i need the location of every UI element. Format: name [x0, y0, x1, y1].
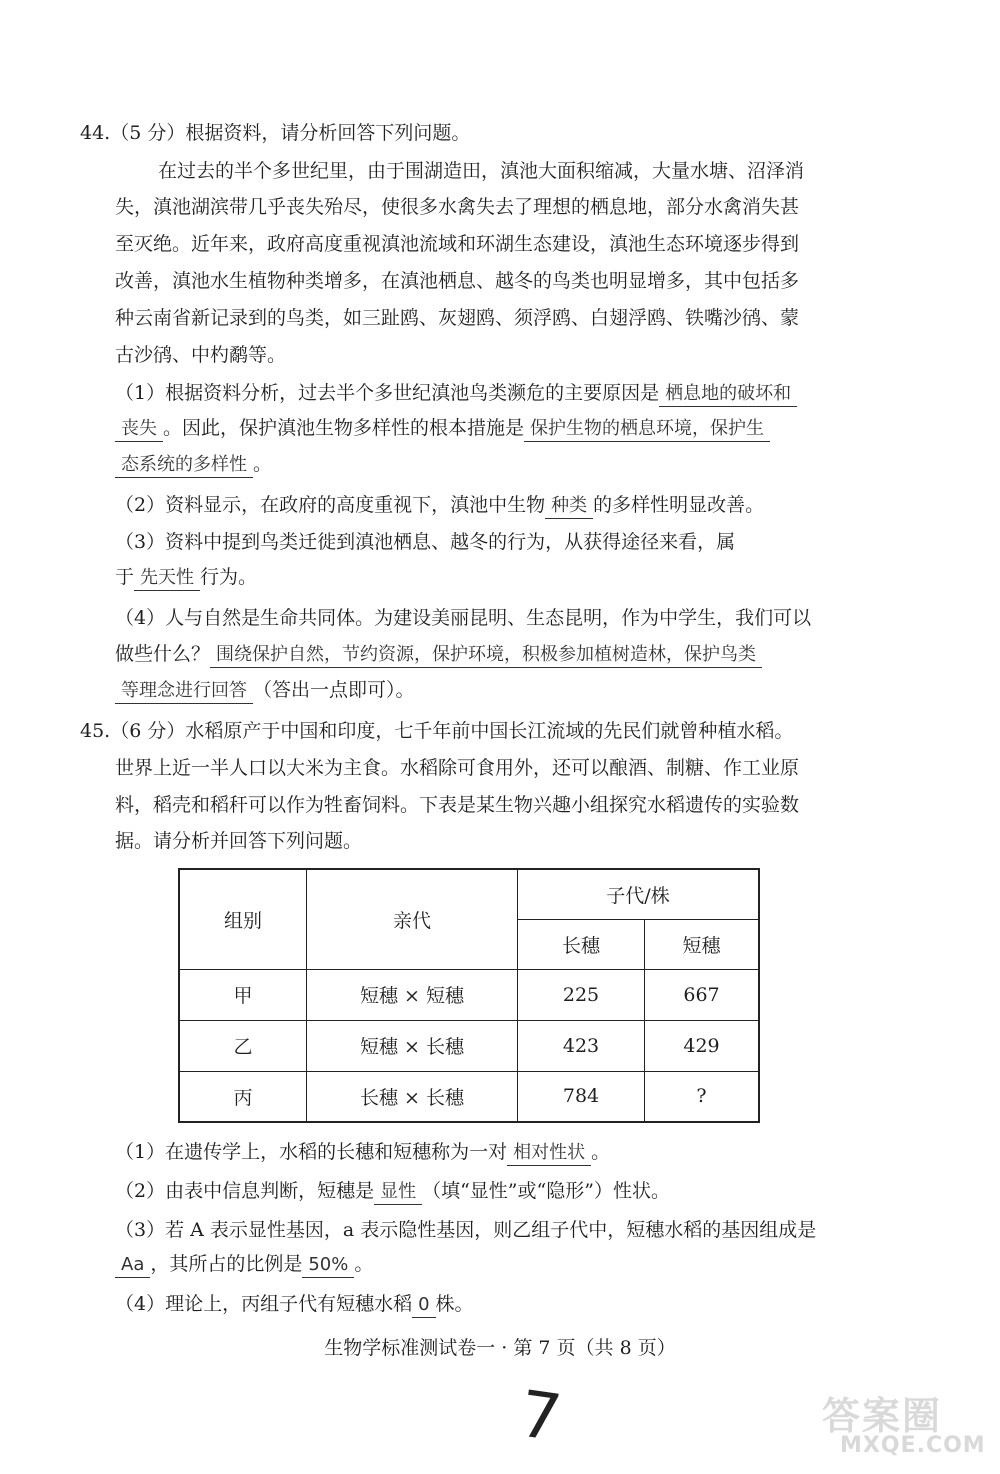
- q44-sub1-answer-part1: 栖息地的破坏和: [659, 382, 797, 407]
- table-cell-short: 429: [645, 1020, 760, 1071]
- table-header-long-ear: 长穗: [518, 919, 645, 969]
- table-row: [179, 1071, 759, 1122]
- q44-passage-2: 失，滇池湖滨带几乎丧失殆尽，使很多水禽失去了理想的栖息地，部分水禽消失甚: [115, 196, 800, 218]
- q45-sub3-text-b: 。: [354, 1253, 374, 1275]
- q45-intro-3: 据。请分析并回答下列问题。: [115, 830, 363, 852]
- q45-sub1-answer: 相对性状: [507, 1141, 591, 1166]
- table-cell-group: 丙: [179, 1071, 307, 1122]
- table-cell-group: 乙: [179, 1020, 307, 1071]
- table-cell-long: 225: [518, 969, 645, 1020]
- q44-passage-1: 在过去的半个多世纪里，由于围湖造田，滇池大面积缩减，大量水塘、沼泽消: [158, 160, 805, 182]
- q45-intro-2: 料，稻壳和稻秆可以作为牲畜饲料。下表是某生物兴趣小组探究水稻遗传的实验数: [115, 794, 800, 816]
- q45-sub2-text-a: （2）由表中信息判断，短穗是: [115, 1180, 375, 1202]
- q44-sub1-text-b: 。因此，保护滇池生物多样性的根本措施是: [163, 417, 525, 439]
- q44-sub4-text-b: （答出一点即可）。: [253, 679, 415, 701]
- q45-sub3-answer-genotype: Aa: [115, 1253, 150, 1278]
- q44-sub2-answer: 种类: [545, 494, 593, 519]
- q45-sub3-answer-ratio: 50%: [302, 1253, 354, 1278]
- site-watermark: [822, 1385, 986, 1465]
- q44-passage-4: 改善，滇池水生植物种类增多，在滇池栖息、越冬的鸟类也明显增多，其中包括多: [115, 270, 800, 292]
- handwritten-page-number: 7: [515, 1377, 566, 1457]
- table-cell-long: 423: [518, 1020, 645, 1071]
- q44-sub4-answer-part1: 围绕保护自然，节约资源，保护环境，积极参加植树造林，保护鸟类: [210, 643, 762, 668]
- table-cell-short: 667: [645, 969, 760, 1020]
- q44-passage-6: 古沙鸻、中杓鹬等。: [115, 344, 287, 366]
- q44-sub3-text-line1: （3）资料中提到鸟类迁徙到滇池栖息、越冬的行为，从获得途径来看，属: [115, 531, 736, 553]
- q45-sub2-text-b: （填“显性”或“隐形”）性状。: [422, 1180, 670, 1202]
- q45-sub4-text-a: （4）理论上，丙组子代有短穗水稻: [115, 1293, 413, 1315]
- q45-intro-1: 世界上近一半人口以大米为主食。水稻除可食用外，还可以酿酒、制糖、作工业原: [115, 757, 800, 779]
- page-footer: 生物学标准测试卷一 · 第 7 页（共 8 页）: [324, 1337, 676, 1359]
- table-header-offspring: 子代/株: [518, 869, 760, 919]
- watermark-url: MXQE.COM: [840, 1433, 986, 1458]
- q44-sub1-answer-part2: 丧失: [115, 417, 163, 442]
- q44-sub1-text-c: 。: [253, 453, 273, 475]
- q45-sub1-text-b: 。: [591, 1141, 611, 1163]
- table-cell-parent: 短穗 × 长穗: [307, 1020, 518, 1071]
- q45-sub4-text-b: 株。: [435, 1293, 474, 1315]
- table-cell-group: 甲: [179, 969, 307, 1020]
- q44-sub1-answer-part3: 保护生物的栖息环境，保护生: [524, 417, 770, 442]
- table-cell-long: 784: [518, 1071, 645, 1122]
- q44-sub3-text-a: 于: [115, 566, 135, 588]
- q44-sub3-answer: 先天性: [134, 566, 200, 591]
- q44-sub4-text-a: 做些什么？: [115, 643, 211, 665]
- q45-sub3-text-line1: （3）若 A 表示显性基因，a 表示隐性基因，则乙组子代中，短穗水稻的基因组成是: [115, 1219, 817, 1241]
- q44-sub2-text-b: 的多样性明显改善。: [593, 494, 765, 516]
- q44-sub4-answer-part2: 等理念进行回答: [115, 679, 253, 704]
- table-cell-parent: 短穗 × 短穗: [307, 969, 518, 1020]
- watermark-logo-text: 答案圈: [822, 1394, 943, 1438]
- table-row: [179, 969, 759, 1020]
- q45-sub3-text-a: ，其所占的比例是: [150, 1253, 303, 1275]
- q45-sub2-answer: 显性: [374, 1180, 422, 1205]
- table-header-group: 组别: [179, 869, 307, 969]
- q44-sub3-text-b: 行为。: [200, 566, 258, 588]
- table-cell-short: ?: [645, 1071, 760, 1122]
- table-header-parent: 亲代: [307, 869, 518, 969]
- q44-passage-3: 至灭绝。近年来，政府高度重视滇池流域和环湖生态建设，滇池生态环境逐步得到: [115, 233, 800, 255]
- q44-sub2-text-a: （2）资料显示，在政府的高度重视下，滇池中生物: [115, 494, 546, 516]
- q44-sub1-text-a: （1）根据资料分析，过去半个多世纪滇池鸟类濒危的主要原因是: [115, 382, 660, 404]
- table-row: [179, 1020, 759, 1071]
- q45-sub4-answer: 0: [412, 1293, 435, 1318]
- q45-header: 45.（6 分）水稻原产于中国和印度，七千年前中国长江流域的先民们就曾种植水稻。: [80, 720, 794, 742]
- q45-sub1-text-a: （1）在遗传学上，水稻的长穗和短穗称为一对: [115, 1141, 508, 1163]
- q44-passage-5: 种云南省新记录到的鸟类，如三趾鸥、灰翅鸥、须浮鸥、白翅浮鸥、铁嘴沙鸻、蒙: [115, 307, 800, 329]
- table-header-short-ear: 短穗: [645, 919, 760, 969]
- inheritance-data-table: [178, 868, 760, 1123]
- table-cell-parent: 长穗 × 长穗: [307, 1071, 518, 1122]
- q44-header: 44.（5 分）根据资料，请分析回答下列问题。: [80, 122, 471, 144]
- q44-sub4-text-line1: （4）人与自然是生命共同体。为建设美丽昆明、生态昆明，作为中学生，我们可以: [115, 607, 812, 629]
- q44-sub1-answer-part4: 态系统的多样性: [115, 453, 253, 478]
